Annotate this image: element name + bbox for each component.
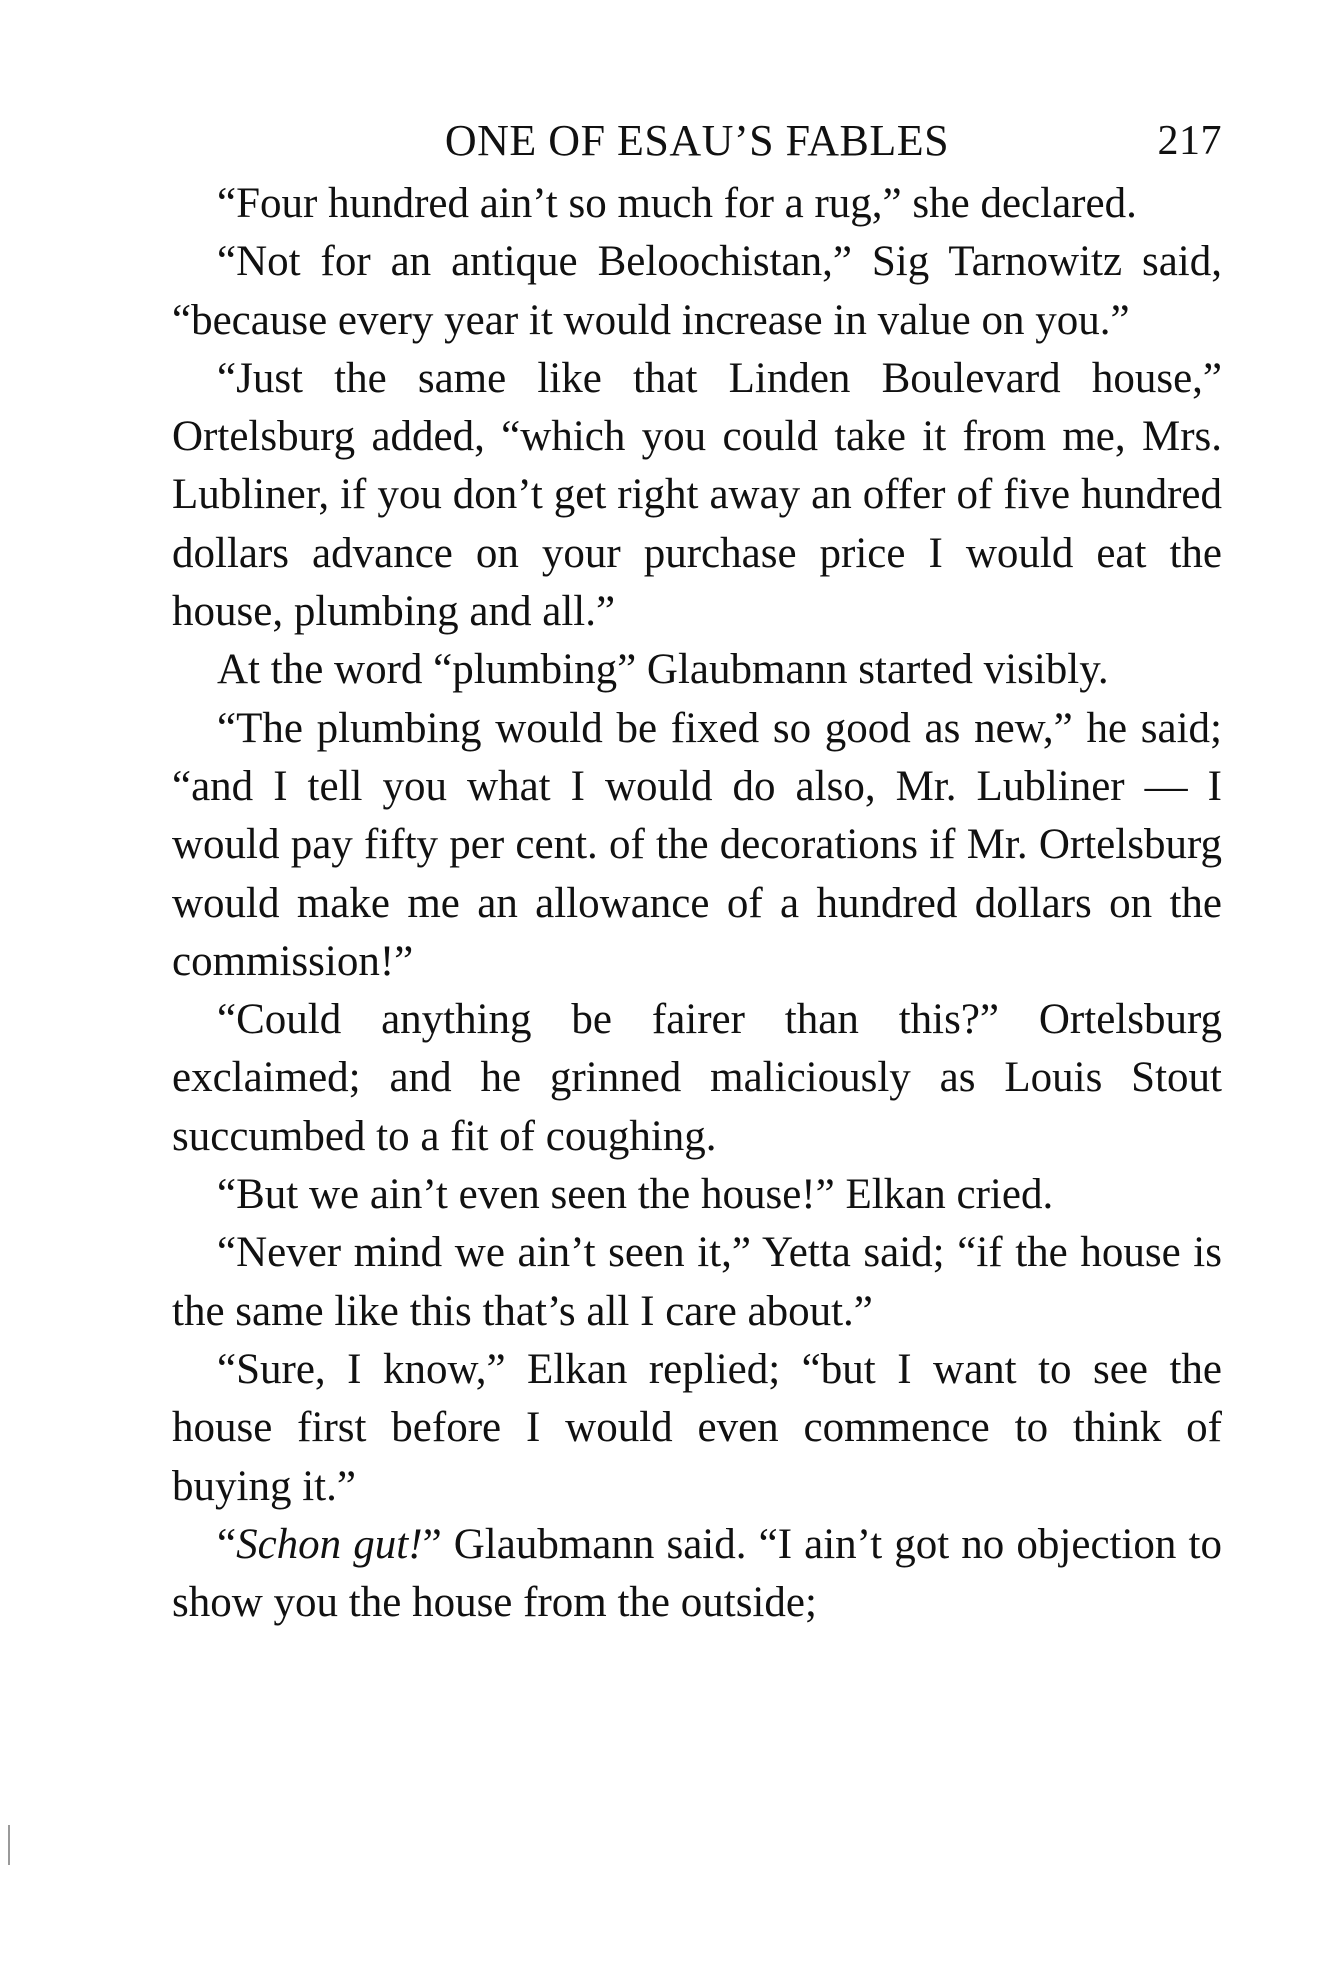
paragraph: “But we ain’t even seen the house!” Elkan cried. <box>217 1171 1054 1219</box>
paragraph-rest: ” Glaubmann said. “I ain’t got no objection to show you the house from the outside; <box>172 1520 1222 1627</box>
book-page <box>172 115 1222 1632</box>
paragraph: At the word “plumbing” Glaubmann started visibly. <box>217 646 1109 694</box>
text-body <box>172 175 1222 1632</box>
paragraph: “Four hundred ain’t so much for a rug,” she declared. <box>217 180 1137 227</box>
italic-phrase: Schon gut! <box>236 1520 423 1568</box>
running-head <box>172 115 1222 175</box>
paragraph: “Could anything be fairer than this?” Ortelsburg exclaimed; and he grinned maliciously as Louis Stout succumbed to a fit of coughing. <box>172 996 1222 1160</box>
running-title: ONE OF ESAU’S FABLES <box>444 116 950 165</box>
paragraph: “Just the same like that Linden Boulevard house,” Ortelsburg added, “which you could take it from me, Mrs. Lubliner, if you don’t get right away an offer of five hundred dollars advance on your purchase price I would eat the house, plumbing and all.” <box>172 354 1222 636</box>
paragraph: “The plumbing would be fixed so good as new,” he said; “and I tell you what I would do also, Mr. Lubliner — I would pay fifty per cent. of the decorations if Mr. Ortelsburg would make me an allowance of a hundred dollars on the commission!” <box>172 704 1222 985</box>
page-number: 217 <box>1157 118 1222 164</box>
paragraph: “Sure, I know,” Elkan replied; “but I want to see the house first before I would even commence to think of buying it.” <box>172 1345 1222 1510</box>
open-quote: “ <box>217 1520 237 1568</box>
paragraph: “Not for an antique Beloochistan,” Sig Tarnowitz said, “because every year it would increase in value on you.” <box>172 238 1222 344</box>
margin-mark <box>8 1825 10 1865</box>
paragraph: “Never mind we ain’t seen it,” Yetta said; “if the house is the same like this that’s all I care about.” <box>172 1229 1222 1335</box>
paragraph-last <box>172 1516 1222 1633</box>
